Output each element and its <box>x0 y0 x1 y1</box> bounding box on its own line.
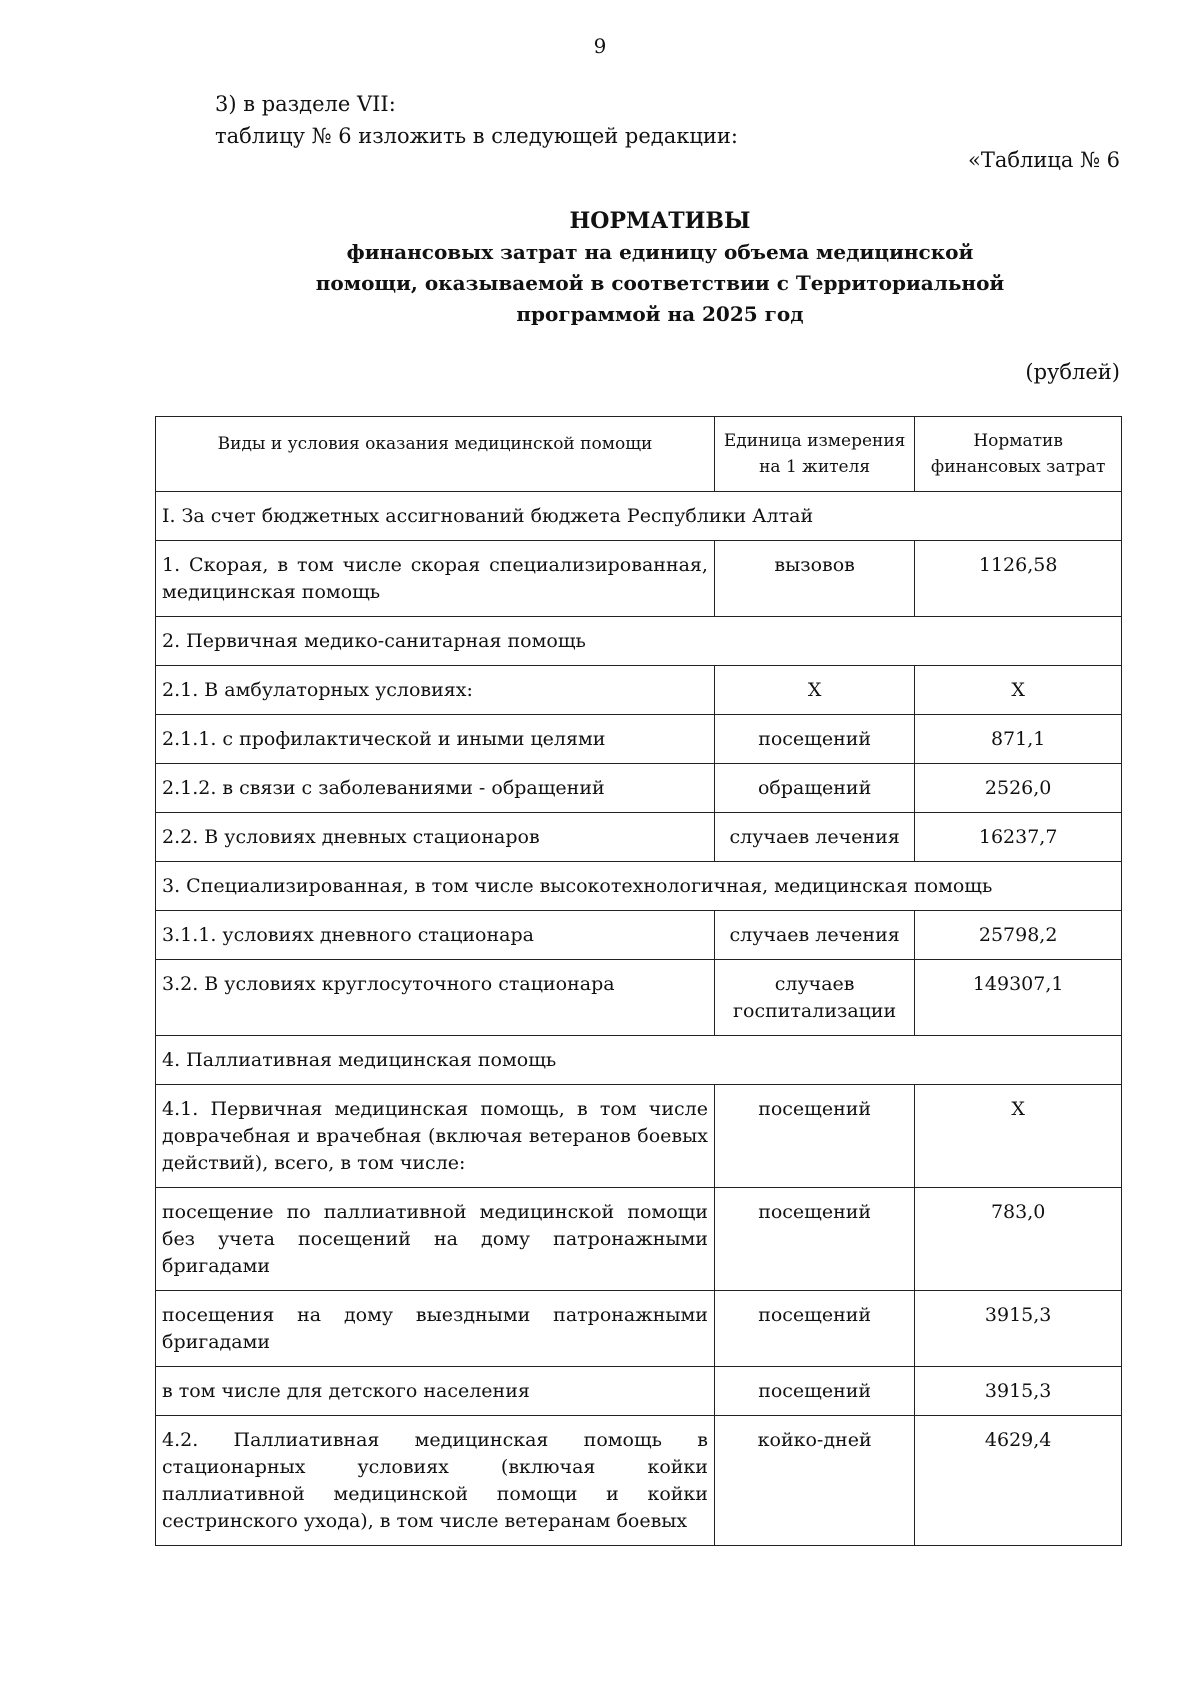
header-type: Виды и условия оказания медицинской помощи <box>156 417 715 492</box>
cell-unit: случаев лечения <box>714 911 914 960</box>
cell-norm: 149307,1 <box>915 960 1122 1036</box>
cell-norm: 1126,58 <box>915 541 1122 617</box>
cell-norm: 3915,3 <box>915 1291 1122 1367</box>
cell-care-type: 1. Скорая, в том числе скорая специализированная, медицинская помощь <box>156 541 715 617</box>
table-row <box>156 1416 1122 1546</box>
table-row <box>156 764 1122 813</box>
title-line-2: помощи, оказываемой в соответствии с Территориальной <box>315 271 1005 295</box>
table-row <box>156 715 1122 764</box>
section-title: I. За счет бюджетных ассигнований бюджета Республики Алтай <box>156 492 1122 541</box>
cell-care-type: посещение по паллиативной медицинской помощи без учета посещений на дому патронажными бригадами <box>156 1188 715 1291</box>
cell-unit: посещений <box>714 1085 914 1188</box>
title-line-1: финансовых затрат на единицу объема медицинской <box>346 240 974 264</box>
cell-norm: Х <box>915 1085 1122 1188</box>
header-norm: Норматив финансовых затрат <box>915 417 1122 492</box>
table-section-row <box>156 1036 1122 1085</box>
cell-care-type: 2.1. В амбулаторных условиях: <box>156 666 715 715</box>
cell-norm: 4629,4 <box>915 1416 1122 1546</box>
cell-care-type: 2.1.1. с профилактической и иными целями <box>156 715 715 764</box>
section-title: 2. Первичная медико-санитарная помощь <box>156 617 1122 666</box>
cell-unit: обращений <box>714 764 914 813</box>
table-body <box>156 492 1122 1546</box>
cell-norm: 16237,7 <box>915 813 1122 862</box>
cell-norm: 25798,2 <box>915 911 1122 960</box>
table-row <box>156 1085 1122 1188</box>
cell-unit: посещений <box>714 715 914 764</box>
cell-unit: койко-дней <box>714 1416 914 1546</box>
table-label: «Таблица № 6 <box>968 148 1120 172</box>
cell-norm: 2526,0 <box>915 764 1122 813</box>
page-number: 9 <box>593 34 607 58</box>
section-title: 4. Паллиативная медицинская помощь <box>156 1036 1122 1085</box>
header-unit: Единица измерения на 1 жителя <box>714 417 914 492</box>
table-row <box>156 666 1122 715</box>
cell-care-type: посещения на дому выездными патронажными бригадами <box>156 1291 715 1367</box>
cell-unit: случаев госпитализации <box>714 960 914 1036</box>
table-row <box>156 1291 1122 1367</box>
table-row <box>156 541 1122 617</box>
cell-care-type: 2.2. В условиях дневных стационаров <box>156 813 715 862</box>
cell-unit: случаев лечения <box>714 813 914 862</box>
cell-norm: 783,0 <box>915 1188 1122 1291</box>
cell-care-type: 2.1.2. в связи с заболеваниями - обращений <box>156 764 715 813</box>
norms-table <box>155 416 1122 1546</box>
table-section-row <box>156 492 1122 541</box>
title-line-3: программой на 2025 год <box>516 302 804 326</box>
table-row <box>156 960 1122 1036</box>
table-row <box>156 911 1122 960</box>
intro-line-1: 3) в разделе VII: <box>215 92 396 116</box>
cell-care-type: 4.2. Паллиативная медицинская помощь в стационарных условиях (включая койки паллиативной медицинской помощи и койки сестринского ухода), в том числе ветеранам боевых <box>156 1416 715 1546</box>
table-section-row <box>156 862 1122 911</box>
title-main: НОРМАТИВЫ <box>569 208 751 234</box>
cell-care-type: в том числе для детского населения <box>156 1367 715 1416</box>
cell-unit: посещений <box>714 1188 914 1291</box>
cell-unit: посещений <box>714 1291 914 1367</box>
table-section-row <box>156 617 1122 666</box>
table-row <box>156 813 1122 862</box>
cell-care-type: 3.1.1. условиях дневного стационара <box>156 911 715 960</box>
cell-norm: Х <box>915 666 1122 715</box>
table-header-row <box>156 417 1122 492</box>
intro-line-2: таблицу № 6 изложить в следующей редакции: <box>215 124 738 148</box>
units-label: (рублей) <box>1025 360 1120 384</box>
table-row <box>156 1367 1122 1416</box>
cell-care-type: 4.1. Первичная медицинская помощь, в том числе доврачебная и врачебная (включая ветеранов боевых действий), всего, в том числе: <box>156 1085 715 1188</box>
cell-unit: Х <box>714 666 914 715</box>
intro-text <box>215 88 738 152</box>
cell-unit: посещений <box>714 1367 914 1416</box>
cell-care-type: 3.2. В условиях круглосуточного стационара <box>156 960 715 1036</box>
document-title <box>150 206 1170 330</box>
table-row <box>156 1188 1122 1291</box>
section-title: 3. Специализированная, в том числе высокотехнологичная, медицинская помощь <box>156 862 1122 911</box>
cell-norm: 871,1 <box>915 715 1122 764</box>
cell-unit: вызовов <box>714 541 914 617</box>
cell-norm: 3915,3 <box>915 1367 1122 1416</box>
